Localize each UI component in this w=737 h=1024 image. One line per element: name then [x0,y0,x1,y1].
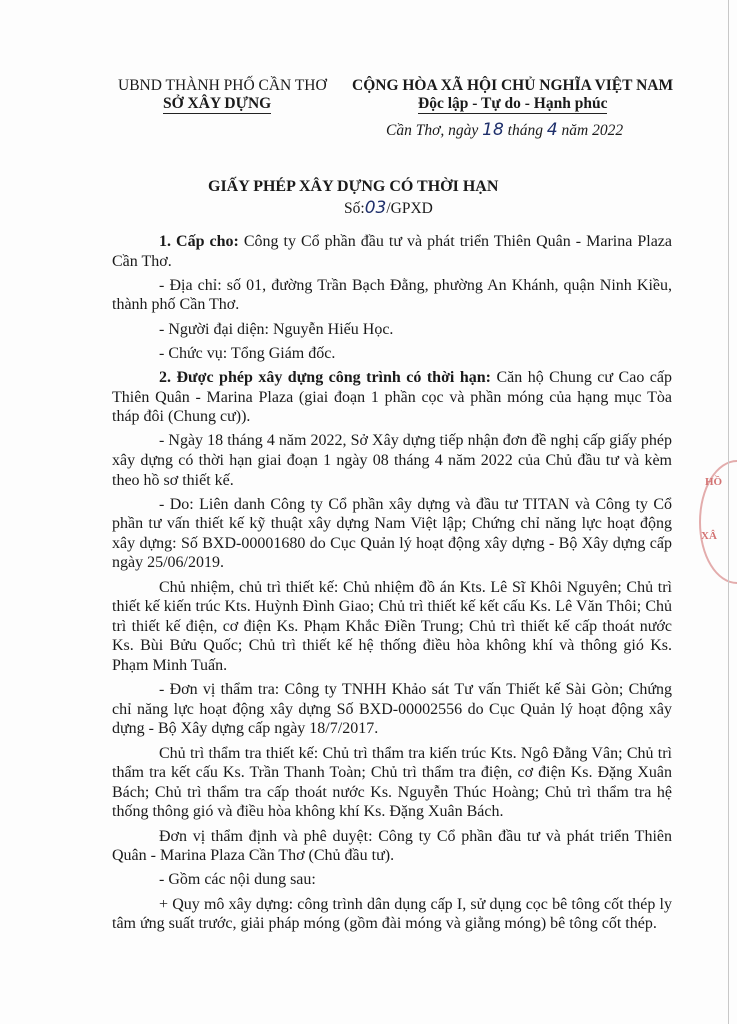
paragraph-verification-leads: Chủ trì thẩm tra thiết kế: Chủ trì thẩm tra kiến trúc Kts. Ngô Đằng Vân; Chủ trì thẩm tra kết cấu Ks. Trần Thanh Toàn; Chủ trì thẩm tra điện, cơ điện Ks. Đặng Xuân Bách; Chủ trì thẩm tra cấp thoát nước Ks. Nguyễn Thúc Hoàng; Chủ trì thẩm tra hệ thống thông gió và điều hòa không khí Ks. Đặng Xuân Bách. [112,744,672,821]
paragraph-contents-intro: - Gồm các nội dung sau: [159,871,316,889]
date-month: 4 [546,120,558,140]
official-stamp [699,460,737,584]
paragraph-application-date: - Ngày 18 tháng 4 năm 2022, Sở Xây dựng tiếp nhận đơn đề nghị cấp giấy phép xây dựng có thời hạn giai đoạn 1 ngày 08 tháng 4 năm 2022 của Chủ đầu tư và kèm theo hồ sơ thiết kế. [112,432,672,489]
national-title: CỘNG HÒA XÃ HỘI CHỦ NGHĨA VIỆT NAM [352,77,674,94]
stamp-text-a: HỒ [705,476,723,488]
issued-to-text: Công ty Cổ phần đầu tư và phát triển Thiên Quân - Marina Plaza Cần Thơ. [112,233,673,270]
paragraph-appraisal-unit: Đơn vị thẩm định và phê duyệt: Công ty Cổ phần đầu tư và phát triển Thiên Quân - Marina Plaza Cần Thơ (Chủ đầu tư). [112,827,672,865]
issue-date [386,120,623,140]
permitted-work-label: 2. Được phép xây dựng công trình có thời hạn: [159,368,491,386]
date-month-label: tháng [507,122,543,139]
paragraph-address: - Địa chỉ: số 01, đường Trần Bạch Đằng, phường An Khánh, quận Ninh Kiều, thành phố Cần Thơ. [112,276,672,314]
stamp-text-b: XÂ [701,530,717,542]
paragraph-representative: - Người đại diện: Nguyễn Hiếu Học. [159,320,394,338]
date-year: năm 2022 [561,122,624,139]
date-day: 18 [482,120,504,140]
paragraph-permitted-work [112,368,672,427]
page-edge-divider [728,0,729,1024]
agency-parent: UBND THÀNH PHỐ CẦN THƠ [118,77,327,94]
document-body [112,232,672,938]
date-prefix: Cần Thơ, ngày [386,122,479,139]
paragraph-designer: - Do: Liên danh Công ty Cổ phần xây dựng và đầu tư TITAN và Công ty Cổ phần tư vấn thiết kế kỹ thuật xây dựng Nam Việt lập; Chứng chỉ năng lực hoạt động xây dựng: Số BXD-00001680 do Cục Quản lý hoạt động xây dựng - Bộ Xây dựng cấp ngày 25/06/2019. [112,495,672,572]
paragraph-position: - Chức vụ: Tổng Giám đốc. [159,344,336,362]
number-value: 03 [364,198,387,218]
national-motto-text: Độc lập - Tự do - Hạnh phúc [418,95,608,112]
paragraph-issued-to [112,232,672,271]
issued-to-label: 1. Cấp cho: [159,233,239,250]
paragraph-verification-unit: - Đơn vị thẩm tra: Công ty TNHH Khảo sát Tư vấn Thiết kế Sài Gòn; Chứng chỉ năng lực hoạt động xây dựng Số BXD-00002556 do Cục Quản lý hoạt động xây dựng - Bộ Xây dựng cấp ngày 18/7/2017. [112,681,672,738]
paragraph-design-leads: Chủ nhiệm, chủ trì thiết kế: Chủ nhiệm đồ án Kts. Lê Sĩ Khôi Nguyên; Chủ trì thiết kế kiến trúc Kts. Huỳnh Đình Giao; Chủ trì thiết kế kết cấu Ks. Lê Văn Thôi; Chủ trì thiết kế điện, cơ điện Ks. Phạm Khắc Điền Trung; Chủ trì thiết kế cấp thoát nước Ks. Bùi Bửu Quốc; Chủ trì thiết kế hệ thống điều hòa không khí và thông gió Ks. Phạm Minh Tuấn. [112,578,672,675]
paragraph-scale: + Quy mô xây dựng: công trình dân dụng cấp I, sử dụng cọc bê tông cốt thép ly tâm ứng suất trước, giải pháp móng (gồm đài móng và giằng móng) bê tông cốt thép. [112,895,672,933]
document-number [344,198,433,218]
number-prefix: Số: [344,200,365,217]
agency-name-text: SỞ XÂY DỰNG [163,95,272,112]
agency-name [163,95,271,113]
national-motto [418,95,607,113]
number-suffix: /GPXD [386,200,433,217]
permitted-work-text: Căn hộ Chung cư Cao cấp Thiên Quân - Marina Plaza (giai đoạn 1 phần cọc và phần móng của hạng mục Tòa tháp đôi (Chung cư)). [112,368,672,426]
document-title: GIẤY PHÉP XÂY DỰNG CÓ THỜI HẠN [208,178,499,195]
